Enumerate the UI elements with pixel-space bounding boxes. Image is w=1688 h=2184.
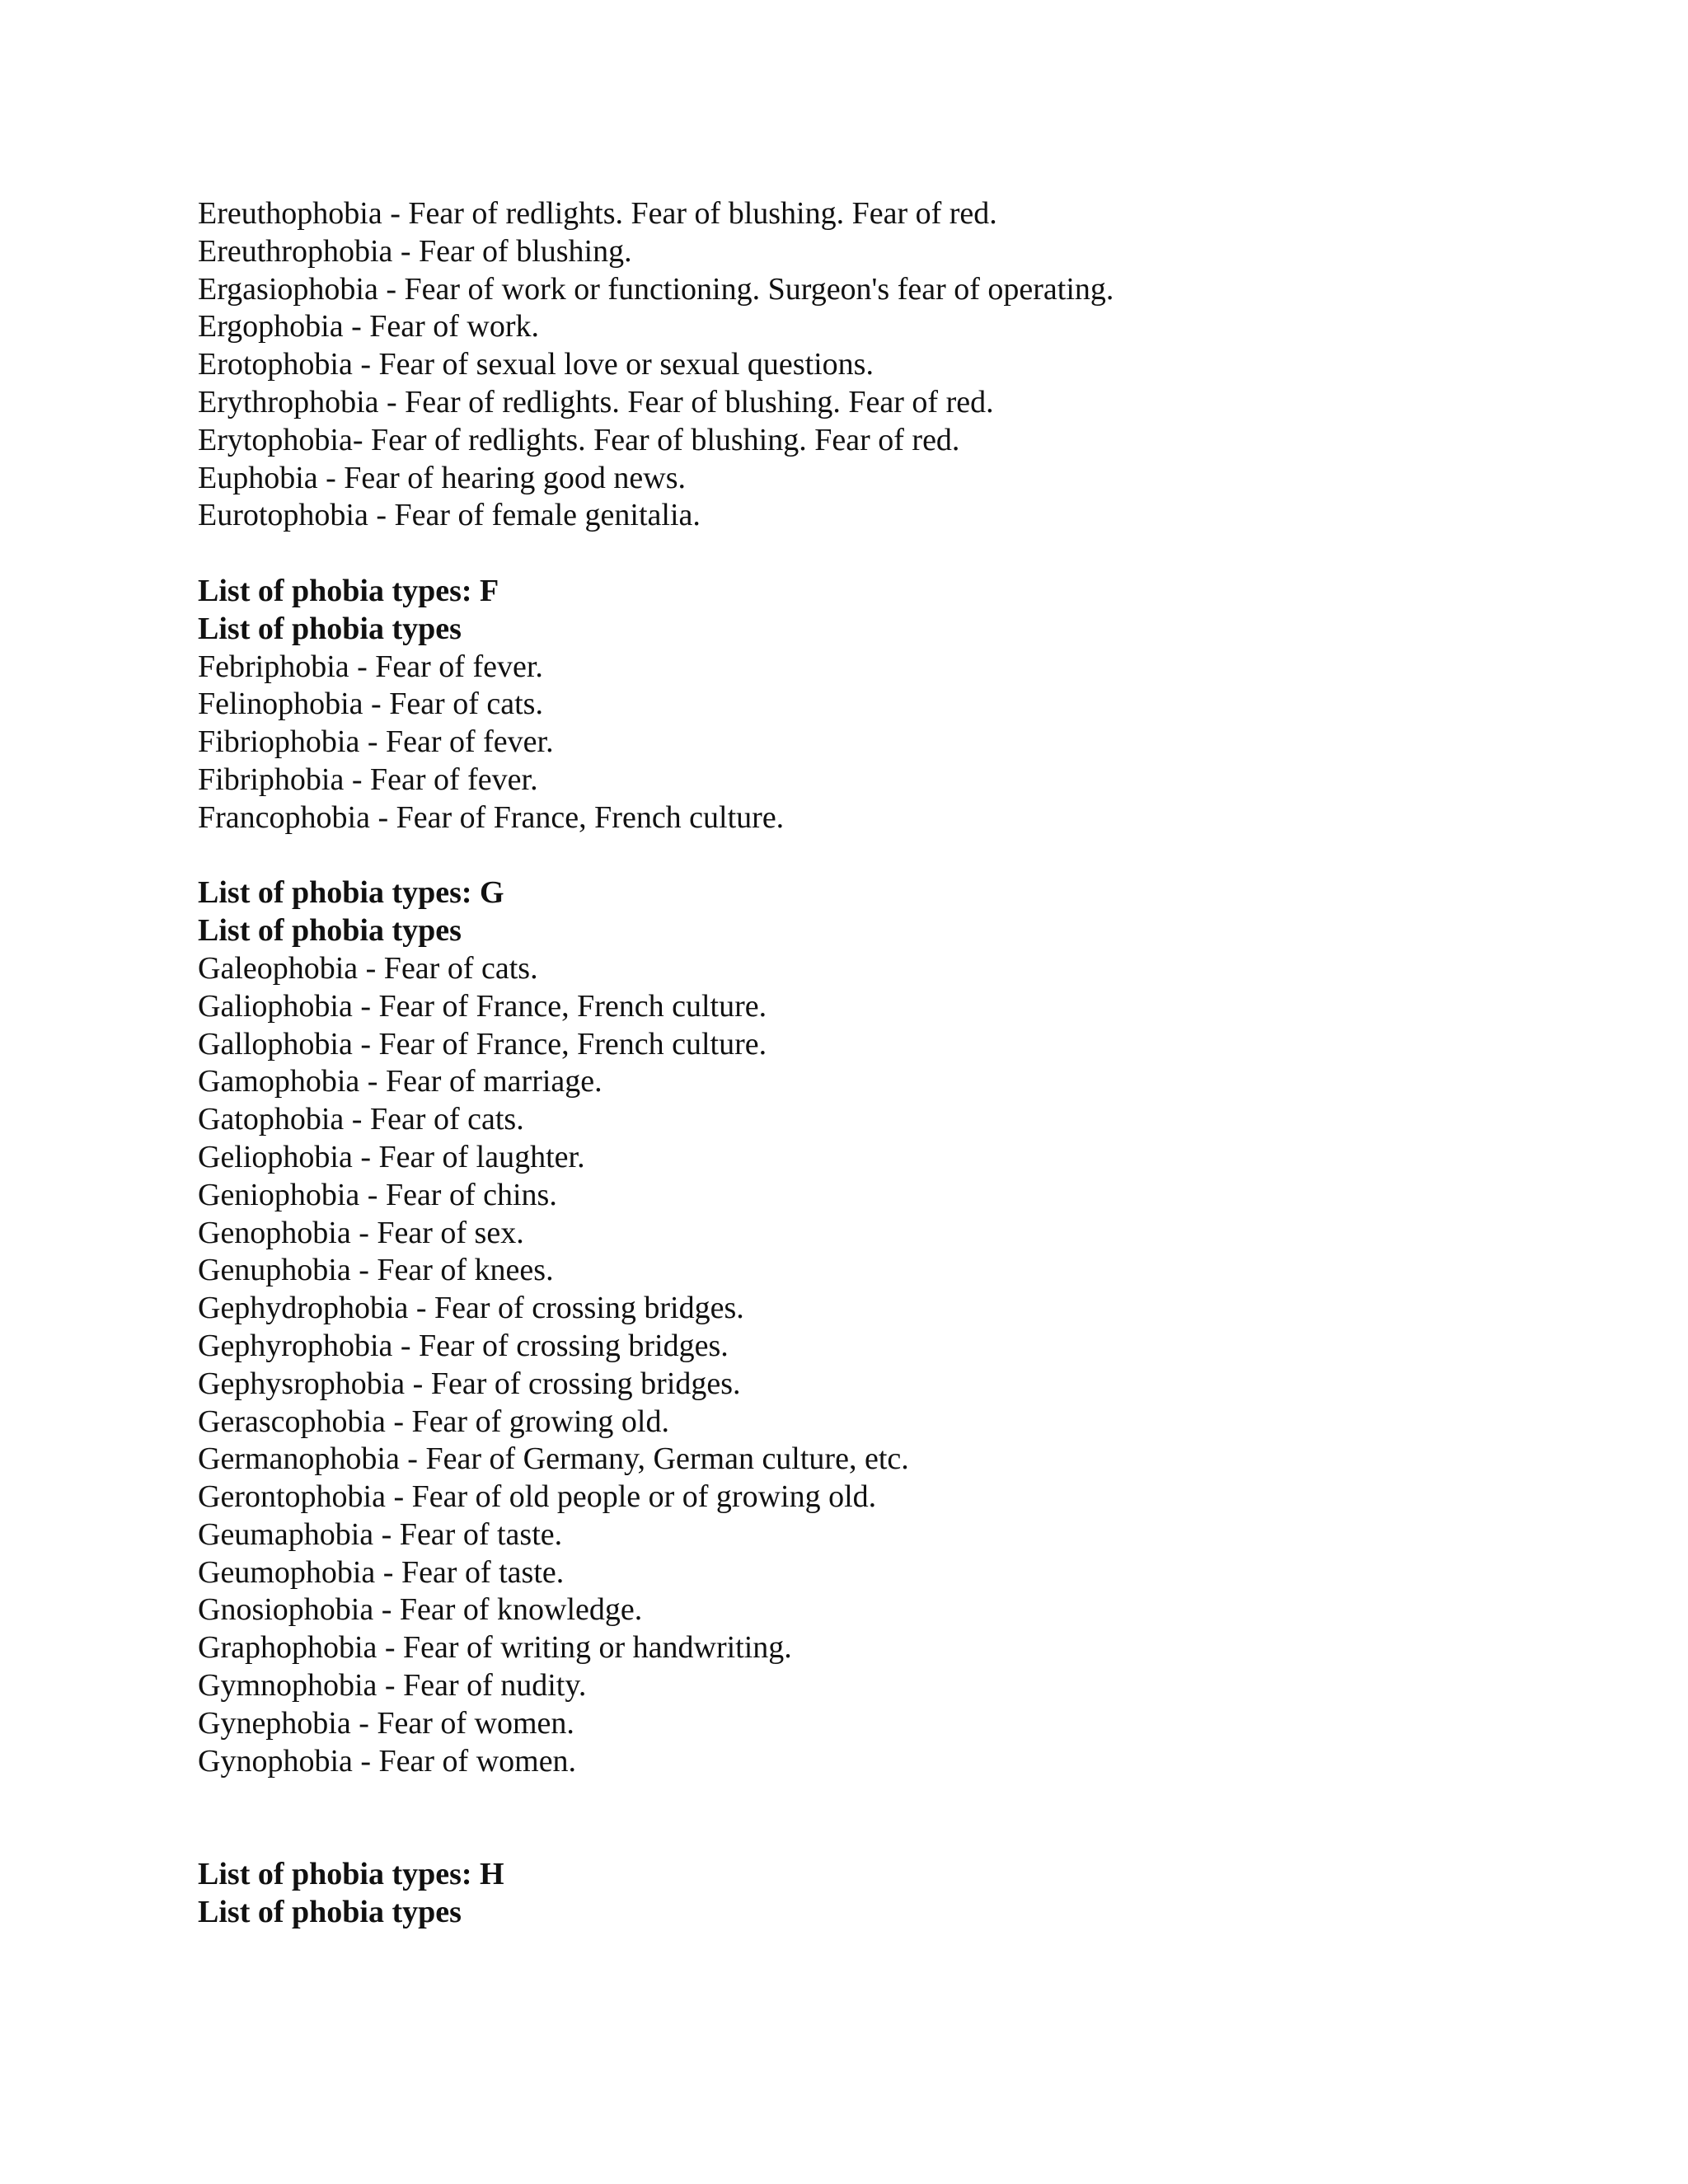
section-heading: List of phobia types: F xyxy=(198,573,499,608)
phobia-entry: Gephysrophobia - Fear of crossing bridges. xyxy=(198,1366,741,1401)
phobia-entry: Gerascophobia - Fear of growing old. xyxy=(198,1404,669,1439)
phobia-entry: Ergasiophobia - Fear of work or functioning. Surgeon's fear of operating. xyxy=(198,271,1114,307)
phobia-entry: Gallophobia - Fear of France, French culture. xyxy=(198,1026,767,1062)
phobia-entry: Gatophobia - Fear of cats. xyxy=(198,1102,524,1137)
phobia-entry: Erythrophobia - Fear of redlights. Fear of blushing. Fear of red. xyxy=(198,384,994,419)
phobia-entry: Genophobia - Fear of sex. xyxy=(198,1215,524,1250)
phobia-entry: Germanophobia - Fear of Germany, German culture, etc. xyxy=(198,1441,909,1477)
paragraph-gap xyxy=(198,535,1517,573)
section-subheading: List of phobia types xyxy=(198,1894,462,1929)
document-body xyxy=(198,195,1517,1932)
phobia-entry: Galeophobia - Fear of cats. xyxy=(198,950,538,986)
phobia-entry: Felinophobia - Fear of cats. xyxy=(198,687,543,722)
phobia-entry: Fibriophobia - Fear of fever. xyxy=(198,724,554,760)
phobia-entry: Euphobia - Fear of hearing good news. xyxy=(198,460,687,495)
phobia-entry: Gamophobia - Fear of marriage. xyxy=(198,1064,603,1099)
paragraph-gap xyxy=(198,837,1517,875)
phobia-entry: Ereuthophobia - Fear of redlights. Fear of blushing. Fear of red. xyxy=(198,196,997,231)
phobia-entry: Gephyrophobia - Fear of crossing bridges. xyxy=(198,1328,729,1363)
phobia-entry: Gerontophobia - Fear of old people or of growing old. xyxy=(198,1479,877,1515)
section-h xyxy=(198,1856,1517,1932)
phobia-entry: Gymnophobia - Fear of nudity. xyxy=(198,1668,587,1704)
phobia-entry: Ergophobia - Fear of work. xyxy=(198,309,540,344)
phobia-entry: Genuphobia - Fear of knees. xyxy=(198,1253,554,1288)
phobia-entry: Francophobia - Fear of France, French culture. xyxy=(198,799,785,835)
phobia-entry: Ereuthrophobia - Fear of blushing. xyxy=(198,233,632,269)
phobia-entry: Gynophobia - Fear of women. xyxy=(198,1743,577,1779)
phobia-entry: Geniophobia - Fear of chins. xyxy=(198,1177,557,1212)
section-heading: List of phobia types: G xyxy=(198,875,504,911)
section-g xyxy=(198,874,1517,1780)
phobia-entry: Geumaphobia - Fear of taste. xyxy=(198,1516,563,1552)
paragraph-gap xyxy=(198,1780,1517,1856)
section-f xyxy=(198,573,1517,837)
phobia-entry: Eurotophobia - Fear of female genitalia. xyxy=(198,498,701,533)
phobia-entry: Graphophobia - Fear of writing or handwriting. xyxy=(198,1630,792,1666)
phobia-entry: Gephydrophobia - Fear of crossing bridges. xyxy=(198,1291,744,1326)
phobia-entry: Galiophobia - Fear of France, French culture. xyxy=(198,988,767,1024)
phobia-entry: Geliophobia - Fear of laughter. xyxy=(198,1139,585,1174)
phobia-entry: Erytophobia- Fear of redlights. Fear of blushing. Fear of red. xyxy=(198,422,960,457)
phobia-entry: Geumophobia - Fear of taste. xyxy=(198,1554,565,1590)
phobia-entry: Gnosiophobia - Fear of knowledge. xyxy=(198,1592,643,1628)
entries-e xyxy=(198,195,1517,535)
phobia-entry: Febriphobia - Fear of fever. xyxy=(198,649,543,684)
phobia-entry: Gynephobia - Fear of women. xyxy=(198,1705,574,1741)
phobia-entry: Erotophobia - Fear of sexual love or sexual questions. xyxy=(198,347,874,382)
phobia-entry: Fibriphobia - Fear of fever. xyxy=(198,762,538,797)
section-subheading: List of phobia types xyxy=(198,611,462,646)
section-subheading: List of phobia types xyxy=(198,913,462,949)
section-heading: List of phobia types: H xyxy=(198,1857,504,1892)
